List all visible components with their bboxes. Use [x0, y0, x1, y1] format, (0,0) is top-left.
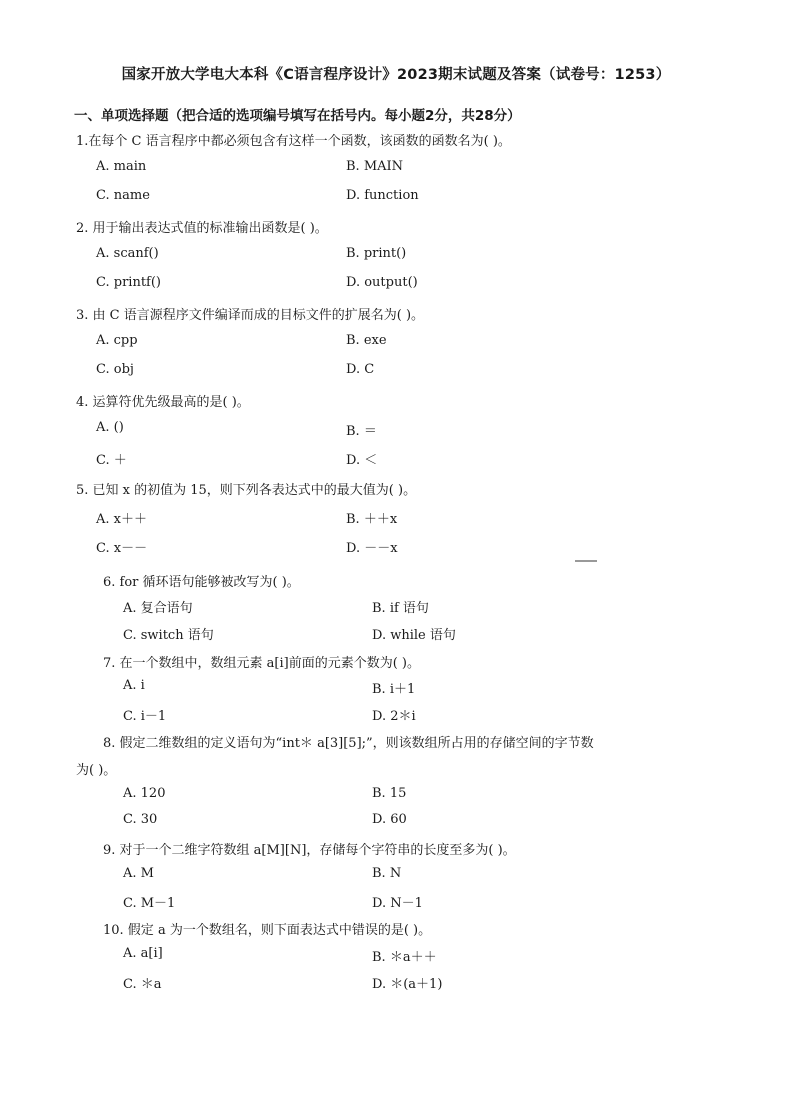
option-a: A. 复合语句: [123, 601, 193, 616]
option-a: A. main: [96, 159, 147, 174]
option-b: B. ＝: [346, 424, 377, 439]
question-stem: 8. 假定二维数组的定义语句为“int＊ a[3][5];”，则该数组所占用的存储空间的字节数: [103, 736, 594, 751]
option-a: A. 120: [123, 786, 166, 801]
option-b: B. ＋＋x: [346, 512, 398, 527]
question-stem: 5. 已知 x 的初值为 15，则下列各表达式中的最大值为( )。: [76, 483, 417, 498]
option-d: D. ＊(a＋1): [372, 977, 443, 992]
option-d: D. ＜: [346, 453, 378, 468]
option-b: B. N: [372, 866, 402, 881]
option-c: C. switch 语句: [123, 628, 214, 643]
option-c: C. name: [96, 188, 150, 203]
option-a: A. M: [123, 866, 154, 881]
question-stem: 7. 在一个数组中，数组元素 a[i]前面的元素个数为( )。: [103, 656, 420, 671]
option-a: A. (): [96, 420, 124, 435]
option-c: C. i－1: [123, 709, 167, 724]
option-b: B. print(): [346, 246, 407, 261]
option-b: B. if 语句: [372, 601, 429, 616]
option-a: A. i: [123, 678, 145, 693]
option-c: C. ＊a: [123, 977, 162, 992]
option-c: C. x－－: [96, 541, 148, 556]
option-d: D. output(): [346, 275, 418, 290]
section-heading: 一、单项选择题（把合适的选项编号填写在括号内。每小题2分，共28分）: [74, 108, 521, 124]
option-c: C. 30: [123, 812, 158, 827]
option-c: C. printf(): [96, 275, 161, 290]
question-stem: 10. 假定 a 为一个数组名，则下面表达式中错误的是( )。: [103, 923, 432, 938]
option-a: A. scanf(): [96, 246, 159, 261]
option-b: B. ＊a＋＋: [372, 950, 437, 965]
question-stem: 2. 用于输出表达式值的标准输出函数是( )。: [76, 221, 328, 236]
option-d: D. C: [346, 362, 375, 377]
question-stem: 6. for 循环语句能够被改写为( )。: [103, 575, 300, 590]
scan-mark: [575, 560, 597, 562]
option-c: C. ＋: [96, 453, 127, 468]
option-d: D. N－1: [372, 896, 423, 911]
option-d: D. 60: [372, 812, 407, 827]
option-b: B. i＋1: [372, 682, 416, 697]
question-stem: 1.在每个 C 语言程序中都必须包含有这样一个函数，该函数的函数名为( )。: [76, 134, 511, 149]
question-stem: 9. 对于一个二维字符数组 a[M][N]，存储每个字符串的长度至多为( )。: [103, 843, 516, 858]
option-d: D. 2＊i: [372, 709, 416, 724]
option-b: B. 15: [372, 786, 407, 801]
option-a: A. cpp: [96, 333, 138, 348]
question-stem-continued: 为( )。: [76, 763, 117, 778]
option-b: B. exe: [346, 333, 387, 348]
option-b: B. MAIN: [346, 159, 404, 174]
option-d: D. function: [346, 188, 419, 203]
option-c: C. M－1: [123, 896, 176, 911]
option-a: A. a[i]: [123, 946, 163, 961]
page-title: 国家开放大学电大本科《C语言程序设计》2023期末试题及答案（试卷号：1253）: [121, 67, 671, 83]
option-a: A. x＋＋: [96, 512, 147, 527]
question-stem: 3. 由 C 语言源程序文件编译而成的目标文件的扩展名为( )。: [76, 308, 425, 323]
option-d: D. －－x: [346, 541, 398, 556]
question-stem: 4. 运算符优先级最高的是( )。: [76, 395, 250, 410]
option-c: C. obj: [96, 362, 134, 377]
option-d: D. while 语句: [372, 628, 456, 643]
